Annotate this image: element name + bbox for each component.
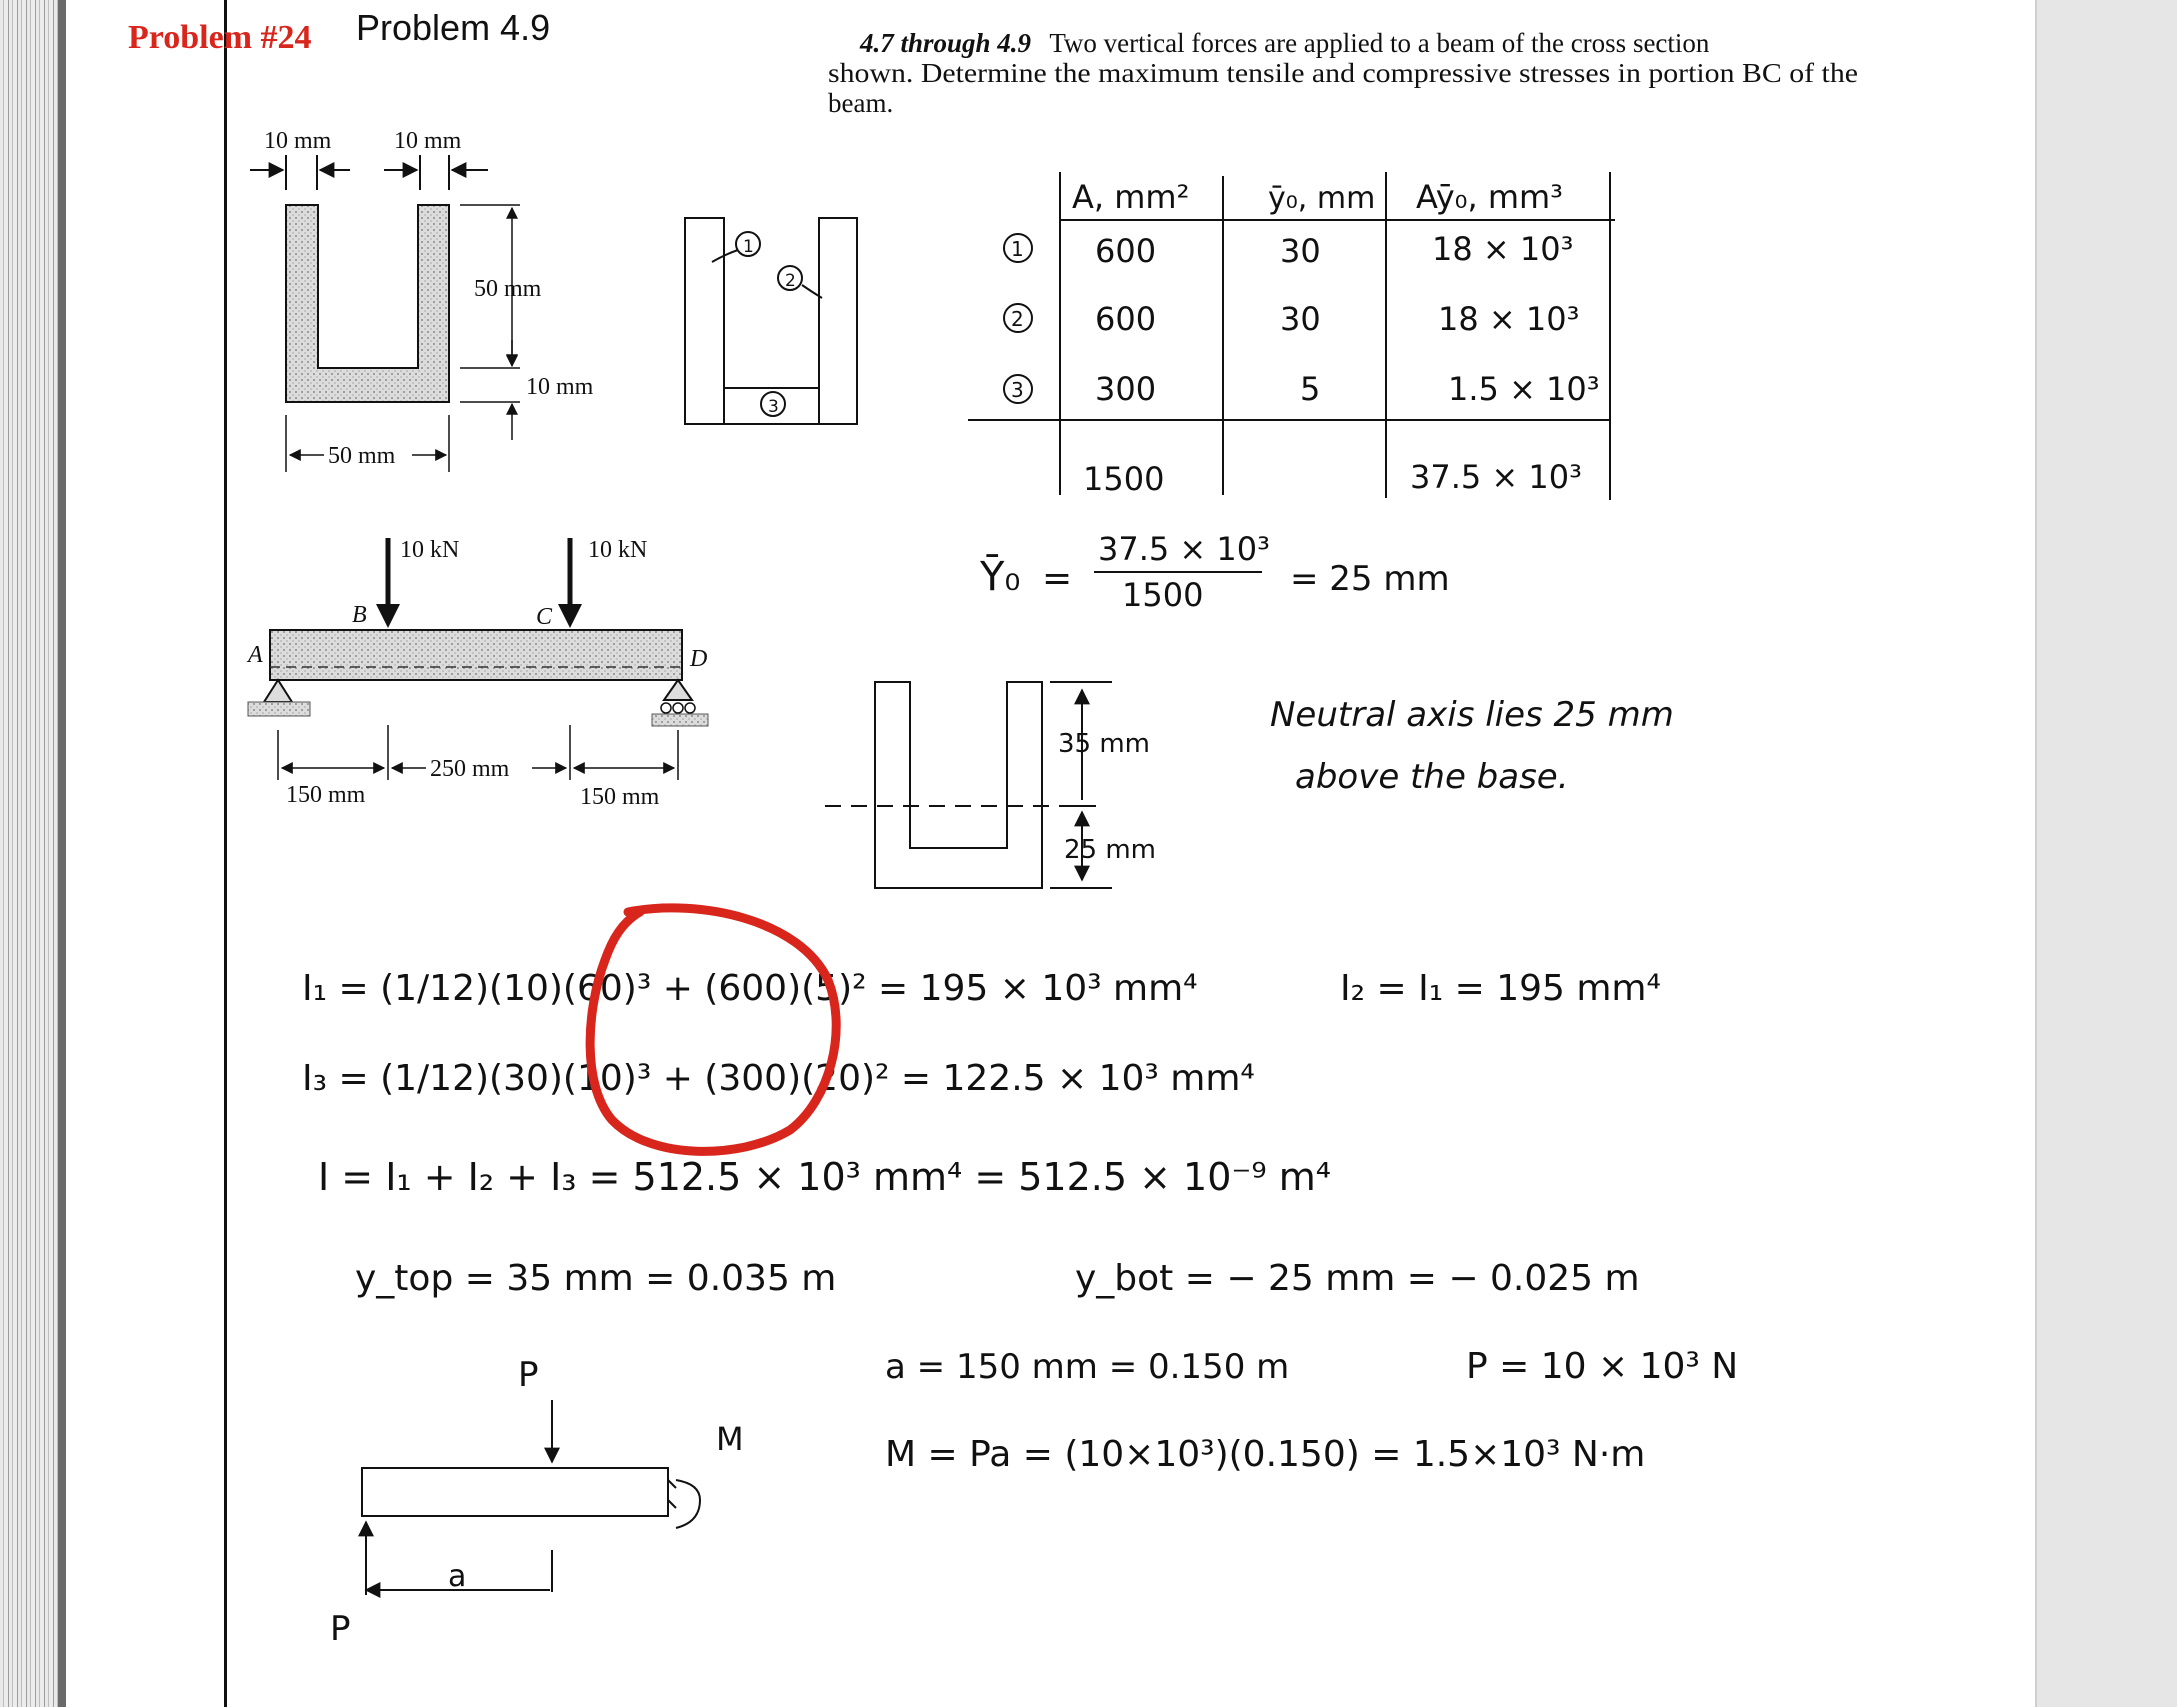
table-part-3: 3 [1011,378,1024,402]
table-header-area: A, mm² [1072,178,1190,216]
fbd-top-label: P [518,1355,539,1395]
dim-width: 50 mm [328,443,396,469]
part-label-2: 2 [785,271,796,291]
problem-number: Problem #24 [128,19,312,56]
dim-top-right: 10 mm [394,128,462,154]
m-value: M = Pa = (10×10³)(0.150) = 1.5×10³ N·m [885,1434,1646,1475]
inertia-i2: I₂ = I₁ = 195 mm⁴ [1340,968,1661,1009]
cross-section-figure [250,128,594,472]
na-dim-bottom: 25 mm [1064,835,1157,865]
na-note-line1: Neutral axis lies 25 mm [1270,695,1674,735]
svg-text:=: = [1042,558,1073,599]
parts-sketch [685,218,857,424]
point-d: D [690,646,708,672]
span-left: 150 mm [286,782,366,808]
table-aybar-3: 1.5 × 10³ [1448,370,1600,408]
centroid-numerator: 37.5 × 10³ [1098,530,1270,568]
table-ybar-1: 30 [1280,232,1321,270]
dim-height: 50 mm [474,276,542,302]
part-label-3: 3 [768,397,779,417]
centroid-calculation [979,530,1450,614]
problem-statement [828,28,1858,118]
table-area-2: 600 [1095,300,1157,338]
problem-title: Problem 4.9 [356,7,551,48]
y-top: y_top = 35 mm = 0.035 m [355,1258,837,1299]
point-c: C [536,604,553,630]
span-right: 150 mm [580,784,660,810]
fbd-dim-label: a [448,1559,467,1594]
table-part-1: 1 [1011,237,1024,261]
p-value: P = 10 × 10³ N [1466,1346,1739,1387]
table-total-aybar: 37.5 × 10³ [1410,458,1582,496]
inertia-i3: I₃ = (1/12)(30)(10)³ + (300)(20)² = 122.5 × 10³ mm⁴ [302,1058,1255,1099]
table-header-ybar: ȳ₀, mm [1268,181,1376,216]
inertia-total: I = I₁ + I₂ + I₃ = 512.5 × 10³ mm⁴ = 512.5 × 10⁻⁹ m⁴ [318,1155,1331,1199]
free-body-sketch [362,1400,700,1595]
table-part-2: 2 [1011,307,1024,331]
centroid-result: = 25 mm [1290,559,1450,599]
statement-line3: beam. [828,88,894,118]
span-middle: 250 mm [430,756,510,782]
table-total-area: 1500 [1083,460,1165,498]
table-area-1: 600 [1095,232,1157,270]
beam-diagram [246,537,708,810]
table-ybar-2: 30 [1280,300,1321,338]
fbd-bottom-label: P [330,1609,351,1649]
point-b: B [352,602,367,628]
red-annotation-circle [590,908,836,1151]
table-ybar-3: 5 [1300,370,1321,408]
a-value: a = 150 mm = 0.150 m [885,1347,1290,1387]
centroid-symbol: Ȳ₀ [980,554,1021,600]
point-a: A [248,642,263,668]
inertia-i1: I₁ = (1/12)(10)(60)³ + (600)(5)² = 195 × 10³ mm⁴ [302,968,1198,1009]
dim-base: 10 mm [526,374,594,400]
statement-line2: shown. Determine the maximum tensile and compressive stresses in portion BC of the [828,58,1859,88]
y-bot: y_bot = − 25 mm = − 0.025 m [1075,1258,1640,1299]
svg-text:4.7 through 4.9 Two vert [859,28,1710,58]
load-2-label: 10 kN [588,537,648,563]
na-dim-top: 35 mm [1058,729,1151,759]
load-1-label: 10 kN [400,537,460,563]
statement-line1: Two vertical forces are applied to a beam of the cross section [1049,28,1710,58]
centroid-denominator: 1500 [1122,576,1204,614]
part-label-1: 1 [743,237,754,257]
dim-top-left: 10 mm [264,128,332,154]
table-aybar-2: 18 × 10³ [1438,300,1580,338]
fbd-moment-label: M [716,1420,744,1458]
na-note-line2: above the base. [1295,757,1569,797]
table-aybar-1: 18 × 10³ [1432,230,1574,268]
table-header-aybar: Aȳ₀, mm³ [1416,178,1563,216]
table-area-3: 300 [1095,370,1157,408]
statement-range: 4.7 through 4.9 [860,28,1032,58]
